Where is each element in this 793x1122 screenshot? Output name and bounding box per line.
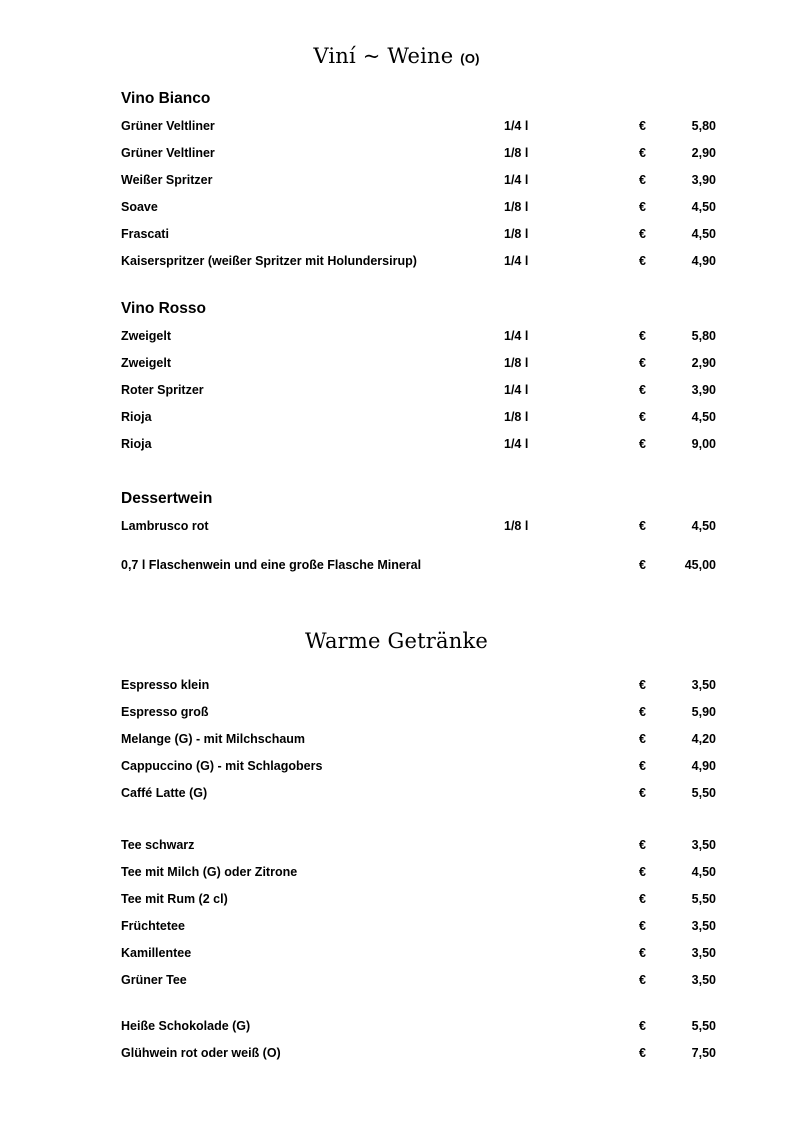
menu-item (0, 383, 793, 401)
item-quantity: 1/4 l (504, 329, 529, 343)
item-name: Lambrusco rot (121, 519, 209, 533)
item-price: 5,50 (691, 892, 716, 906)
item-name: Espresso klein (121, 678, 210, 692)
item-currency: € (639, 254, 646, 268)
menu-item (0, 200, 793, 218)
item-price: 45,00 (684, 558, 716, 572)
item-currency: € (639, 356, 646, 370)
menu-item (0, 437, 793, 455)
item-price: 9,00 (691, 437, 716, 451)
item-name: Tee mit Milch (G) oder Zitrone (121, 865, 298, 879)
item-name: Cappuccino (G) - mit Schlagobers (121, 759, 323, 773)
item-currency: € (639, 558, 646, 572)
item-price: 7,50 (691, 1046, 716, 1060)
item-price: 4,50 (691, 227, 716, 241)
menu-item (0, 892, 793, 910)
item-name: Zweigelt (121, 329, 172, 343)
item-name: Kaiserspritzer (weißer Spritzer mit Holundersirup) (121, 254, 417, 268)
item-quantity: 1/8 l (504, 356, 529, 370)
menu-item (0, 786, 793, 804)
item-quantity: 1/8 l (504, 227, 529, 241)
item-price: 5,80 (691, 329, 716, 343)
item-price: 5,80 (691, 119, 716, 133)
item-price: 3,90 (691, 173, 716, 187)
menu-item (0, 1019, 793, 1037)
item-name: Frascati (121, 227, 169, 241)
menu-item (0, 173, 793, 191)
item-quantity: 1/4 l (504, 173, 529, 187)
item-name: Espresso groß (121, 705, 209, 719)
dessertwein-heading: Dessertwein (121, 490, 213, 507)
menu-item (0, 838, 793, 856)
item-price: 2,90 (691, 356, 716, 370)
item-name: Früchtetee (121, 919, 185, 933)
menu-item (0, 254, 793, 272)
item-currency: € (639, 919, 646, 933)
item-price: 5,90 (691, 705, 716, 719)
warm-drinks-section-title (0, 629, 793, 653)
item-price: 4,50 (691, 865, 716, 879)
item-quantity: 1/8 l (504, 519, 529, 533)
item-currency: € (639, 383, 646, 397)
menu-item (0, 1046, 793, 1064)
item-price: 3,90 (691, 383, 716, 397)
menu-item (0, 759, 793, 777)
menu-item (0, 356, 793, 374)
item-quantity: 1/4 l (504, 383, 529, 397)
item-currency: € (639, 410, 646, 424)
item-currency: € (639, 838, 646, 852)
menu-item (0, 329, 793, 347)
item-quantity: 1/4 l (504, 437, 529, 451)
item-quantity: 1/8 l (504, 410, 529, 424)
item-currency: € (639, 437, 646, 451)
item-name: Tee schwarz (121, 838, 195, 852)
item-currency: € (639, 173, 646, 187)
item-name: Kamillentee (121, 946, 192, 960)
item-name: Melange (G) - mit Milchschaum (121, 732, 306, 746)
item-price: 4,50 (691, 519, 716, 533)
item-currency: € (639, 1019, 646, 1033)
item-currency: € (639, 732, 646, 746)
item-name: Rioja (121, 410, 152, 424)
menu-item (0, 865, 793, 883)
item-price: 3,50 (691, 973, 716, 987)
item-currency: € (639, 329, 646, 343)
item-name: Heiße Schokolade (G) (121, 1019, 251, 1033)
item-price: 4,50 (691, 410, 716, 424)
wine-title-allergen-tag: (O) (460, 51, 480, 66)
item-name: 0,7 l Flaschenwein und eine große Flasche Mineral (121, 558, 422, 572)
item-currency: € (639, 519, 646, 533)
item-price: 4,90 (691, 759, 716, 773)
menu-item (0, 119, 793, 137)
item-currency: € (639, 786, 646, 800)
item-currency: € (639, 973, 646, 987)
item-price: 4,50 (691, 200, 716, 214)
vino-rosso-heading: Vino Rosso (121, 300, 206, 317)
menu-item (0, 946, 793, 964)
item-name: Roter Spritzer (121, 383, 204, 397)
item-price: 3,50 (691, 838, 716, 852)
item-currency: € (639, 146, 646, 160)
menu-item (0, 705, 793, 723)
item-price: 4,20 (691, 732, 716, 746)
warm-drinks-title-text: Warme Getränke (304, 629, 488, 653)
vino-bianco-heading: Vino Bianco (121, 90, 211, 107)
item-quantity: 1/4 l (504, 119, 529, 133)
menu-item (0, 919, 793, 937)
item-currency: € (639, 759, 646, 773)
wine-section-title (0, 44, 793, 68)
item-price: 4,90 (691, 254, 716, 268)
menu-item (0, 227, 793, 245)
menu-item (0, 973, 793, 991)
menu-item (0, 678, 793, 696)
item-currency: € (639, 227, 646, 241)
item-price: 5,50 (691, 1019, 716, 1033)
item-name: Grüner Veltliner (121, 146, 215, 160)
item-name: Glühwein rot oder weiß (O) (121, 1046, 281, 1060)
menu-item (0, 732, 793, 750)
item-name: Zweigelt (121, 356, 172, 370)
item-currency: € (639, 200, 646, 214)
item-currency: € (639, 705, 646, 719)
item-name: Weißer Spritzer (121, 173, 213, 187)
item-price: 3,50 (691, 678, 716, 692)
item-currency: € (639, 119, 646, 133)
item-name: Rioja (121, 437, 152, 451)
item-currency: € (639, 865, 646, 879)
item-quantity: 1/4 l (504, 254, 529, 268)
item-price: 3,50 (691, 919, 716, 933)
item-currency: € (639, 1046, 646, 1060)
item-currency: € (639, 892, 646, 906)
item-name: Tee mit Rum (2 cl) (121, 892, 228, 906)
menu-item (0, 519, 793, 537)
item-quantity: 1/8 l (504, 146, 529, 160)
item-price: 2,90 (691, 146, 716, 160)
menu-item (0, 146, 793, 164)
menu-item (0, 410, 793, 428)
item-currency: € (639, 678, 646, 692)
item-name: Soave (121, 200, 158, 214)
item-name: Grüner Tee (121, 973, 187, 987)
item-quantity: 1/8 l (504, 200, 529, 214)
item-name: Grüner Veltliner (121, 119, 215, 133)
item-name: Caffé Latte (G) (121, 786, 208, 800)
item-price: 3,50 (691, 946, 716, 960)
bottle-offer-row (0, 558, 793, 576)
item-price: 5,50 (691, 786, 716, 800)
wine-title-text: Viní ~ Weine (313, 44, 454, 68)
item-currency: € (639, 946, 646, 960)
